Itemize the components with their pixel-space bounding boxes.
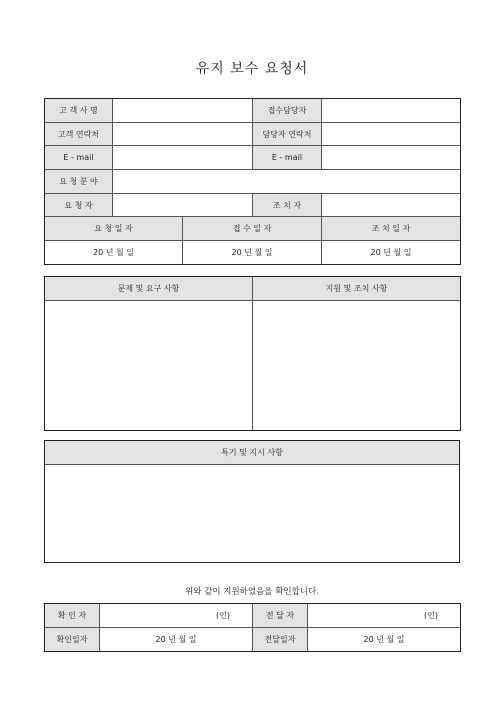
request-field-label: 요 청 분 야: [45, 170, 113, 194]
receiver-field[interactable]: [322, 99, 461, 123]
manager-contact-field[interactable]: [322, 122, 461, 146]
notes-table: [44, 440, 460, 563]
customer-email-label: E - mail: [45, 146, 113, 170]
confirm-date-label: 확인일자: [45, 628, 100, 652]
requester-field[interactable]: [113, 193, 253, 217]
confirmation-table: [44, 603, 461, 652]
requester-label: 요 청 자: [45, 193, 113, 217]
manager-contact-label: 담당자 연락처: [253, 122, 322, 146]
actor-label: 조 치 자: [253, 193, 322, 217]
request-info-table: [44, 98, 461, 265]
deliverer-field[interactable]: [308, 604, 461, 628]
receiver-label: 접수담당자: [253, 99, 322, 123]
page-title: 유지 보수 요청서: [195, 61, 309, 77]
customer-contact-field[interactable]: [113, 122, 253, 146]
confirmer-label: 확 인 자: [45, 604, 100, 628]
customer-name-field[interactable]: [113, 99, 253, 123]
customer-email-field[interactable]: [113, 146, 253, 170]
request-date-field[interactable]: 20 년 월 일: [45, 241, 183, 265]
action-date-field[interactable]: 20 년 월 일: [322, 241, 461, 265]
receipt-date-field[interactable]: 20 년 월 일: [183, 241, 322, 265]
seal-mark: (인): [216, 611, 230, 620]
action-date-label: 조 치 일 자: [322, 217, 461, 241]
seal-mark: (인): [424, 611, 438, 620]
request-date-label: 요 청 일 자: [45, 217, 183, 241]
actor-field[interactable]: [322, 193, 461, 217]
delivery-date-field[interactable]: 20 년 월 일: [308, 628, 461, 652]
request-field-field[interactable]: [113, 170, 461, 194]
support-label: 지원 및 조치 사항: [253, 277, 461, 301]
confirm-date-field[interactable]: 20 년 월 일: [100, 628, 253, 652]
problem-label: 문제 및 요구 사항: [45, 277, 253, 301]
notes-textarea[interactable]: [45, 465, 460, 563]
deliverer-label: 전 달 자: [253, 604, 308, 628]
confirmer-field[interactable]: [100, 604, 253, 628]
customer-name-label: 고 객 사 명: [45, 99, 113, 123]
problem-textarea[interactable]: [45, 301, 253, 431]
customer-contact-label: 고객 연락처: [45, 122, 113, 146]
receipt-date-label: 접 수 일 자: [183, 217, 322, 241]
delivery-date-label: 전달일자: [253, 628, 308, 652]
problem-support-table: [44, 276, 461, 431]
manager-email-label: E - mail: [253, 146, 322, 170]
notes-label: 특기 및 지시 사항: [45, 441, 460, 465]
support-textarea[interactable]: [253, 301, 461, 431]
manager-email-field[interactable]: [322, 146, 461, 170]
confirmation-statement: 위와 같이 지원하였음을 확인합니다.: [185, 587, 319, 597]
